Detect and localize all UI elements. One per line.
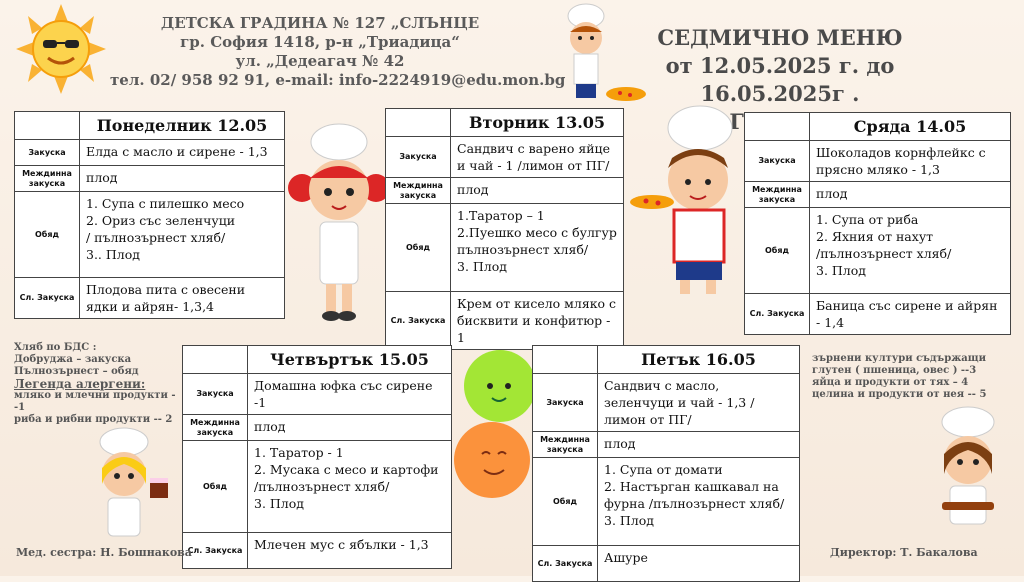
note-line: Хляб по БДС : (14, 342, 97, 353)
meal-snack: плод (810, 182, 1011, 208)
chef-boy-large-icon (628, 102, 748, 307)
lunch-line: 3.. Плод (86, 247, 140, 262)
day-table-tuesday (385, 108, 624, 350)
school-street: ул. „Дедеагач № 42 (235, 52, 405, 70)
lunch-line: /пълнозърнест хляб/ (816, 246, 952, 261)
meal-snack: плод (248, 415, 452, 441)
meal-afternoon: Млечен мус с ябълки - 1,3 (248, 533, 452, 569)
row-label-afternoon: Сл. Закуска (386, 292, 451, 350)
table-corner (386, 109, 451, 137)
day-table-friday (532, 345, 800, 582)
lunch-line: 1. Супа с пилешко месо (86, 196, 245, 211)
row-label-breakfast: Закуска (183, 374, 248, 415)
meal-snack: плод (451, 178, 624, 204)
row-label-lunch: Обяд (15, 192, 80, 278)
meal-afternoon: Крем от кисело мляко с бисквити и конфитюр - 1 (451, 292, 624, 350)
row-label-breakfast: Закуска (15, 140, 80, 166)
table-corner (533, 346, 598, 374)
menu-dates: от 12.05.2025 г. до 16.05.2025г . (665, 53, 895, 106)
legend-title: Легенда алергени: (14, 377, 146, 391)
row-label-lunch: Обяд (745, 208, 810, 294)
lunch-line: 3. Плод (457, 259, 507, 274)
meal-snack: плод (80, 166, 285, 192)
lunch-line: 3. Плод (604, 513, 654, 528)
legend-line: целина и продукти от нея -- 5 (812, 389, 987, 400)
lunch-line: 2. Настърган кашкавал на фурна /пълнозърнест хляб/ (604, 479, 785, 511)
row-label-breakfast: Закуска (386, 137, 451, 178)
lunch-line: 2.Пуешко месо с булгур пълнозърнест хляб/ (457, 225, 617, 257)
day-title: Понеделник 12.05 (80, 112, 285, 140)
school-info (110, 14, 566, 90)
legend-line: глутен ( пшеница, овес ) --3 (812, 365, 977, 376)
row-label-afternoon: Сл. Закуска (183, 533, 248, 569)
legend-line: риба и рибни продукти -- 2 (14, 414, 173, 425)
meal-lunch (810, 208, 1011, 294)
lunch-line: 1. Таратор - 1 (254, 445, 344, 460)
row-label-snack: Междинна закуска (533, 432, 598, 458)
meal-breakfast: Елда с масло и сирене - 1,3 (80, 140, 285, 166)
lunch-line: 3. Плод (816, 263, 866, 278)
meal-breakfast: Шоколадов корнфлейкс с прясно мляко - 1,3 (810, 141, 1011, 182)
legend-line: яйца и продукти от тях – 4 (812, 377, 969, 388)
day-title: Четвъртък 15.05 (248, 346, 452, 374)
table-corner (15, 112, 80, 140)
school-name: ДЕТСКА ГРАДИНА № 127 „СЛЪНЦЕ (160, 14, 480, 32)
legend-line: зърнени култури съдържащи (812, 353, 987, 364)
note-line: Добруджа – закуска (14, 354, 132, 365)
apple-orange-icon (448, 336, 544, 506)
day-table-wednesday (744, 112, 1011, 335)
meal-afternoon: Ашуре (598, 546, 800, 582)
row-label-lunch: Обяд (386, 204, 451, 292)
lunch-line: 3. Плод (254, 496, 304, 511)
sun-icon (6, 4, 116, 94)
bread-notes (14, 342, 184, 426)
day-title: Вторник 13.05 (451, 109, 624, 137)
chef-boy-pizza-icon (548, 2, 648, 108)
meal-lunch (451, 204, 624, 292)
chef-girl-icon (284, 120, 394, 325)
day-table-monday (14, 111, 285, 319)
lunch-line: 2. Яхния от нахут (816, 229, 934, 244)
lunch-line: 2. Мусака с месо и картофи /пълнозърнест хляб/ (254, 462, 439, 494)
row-label-afternoon: Сл. Закуска (745, 294, 810, 335)
row-label-snack: Междинна закуска (15, 166, 80, 192)
row-label-snack: Междинна закуска (745, 182, 810, 208)
meal-lunch (80, 192, 285, 278)
table-corner (745, 113, 810, 141)
row-label-snack: Междинна закуска (386, 178, 451, 204)
lunch-line: 1. Супа от домати (604, 462, 723, 477)
legend-line: мляко и млечни продукти --1 (14, 390, 176, 413)
allergen-notes (812, 353, 1012, 401)
row-label-afternoon: Сл. Закуска (533, 546, 598, 582)
lunch-line: / пълнозърнест хляб/ (86, 230, 226, 245)
day-title: Сряда 14.05 (810, 113, 1011, 141)
meal-afternoon: Плодова пита с овесени ядки и айрян- 1,3,4 (80, 278, 285, 319)
meal-breakfast: Сандвич с масло, зеленчуци и чай - 1,3 /лимон от ПГ/ (598, 374, 800, 432)
day-title: Петък 16.05 (598, 346, 800, 374)
menu-title: СЕДМИЧНО МЕНЮ (657, 25, 903, 50)
row-label-snack: Междинна закуска (183, 415, 248, 441)
director-signature: Директор: Т. Бакалова (830, 546, 978, 559)
meal-lunch (598, 458, 800, 546)
meal-lunch (248, 441, 452, 533)
meal-afternoon: Баница със сирене и айрян - 1,4 (810, 294, 1011, 335)
table-corner (183, 346, 248, 374)
day-table-thursday (182, 345, 452, 569)
row-label-breakfast: Закуска (533, 374, 598, 432)
note-line: Пълнозърнест – обяд (14, 366, 139, 377)
chef-girl-cake-icon (80, 424, 180, 544)
row-label-breakfast: Закуска (745, 141, 810, 182)
nurse-signature: Мед. сестра: Н. Бошнакова (16, 546, 192, 559)
meal-breakfast: Домашна юфка със сирене -1 (248, 374, 452, 415)
row-label-afternoon: Сл. Закуска (15, 278, 80, 319)
lunch-line: 2. Ориз със зеленчуци (86, 213, 236, 228)
school-city: гр. София 1418, р-н „Триадица“ (180, 33, 460, 51)
lunch-line: 1.Таратор – 1 (457, 208, 545, 223)
meal-breakfast: Сандвич с варено яйце и чай - 1 /лимон от ПГ/ (451, 137, 624, 178)
lunch-line: 1. Супа от риба (816, 212, 919, 227)
chef-girl-right-icon (920, 404, 1016, 534)
school-contact: тел. 02/ 958 92 91, e-mail: info-2224919@edu.mon.bg (110, 71, 566, 89)
meal-snack: плод (598, 432, 800, 458)
row-label-lunch: Обяд (533, 458, 598, 546)
row-label-lunch: Обяд (183, 441, 248, 533)
